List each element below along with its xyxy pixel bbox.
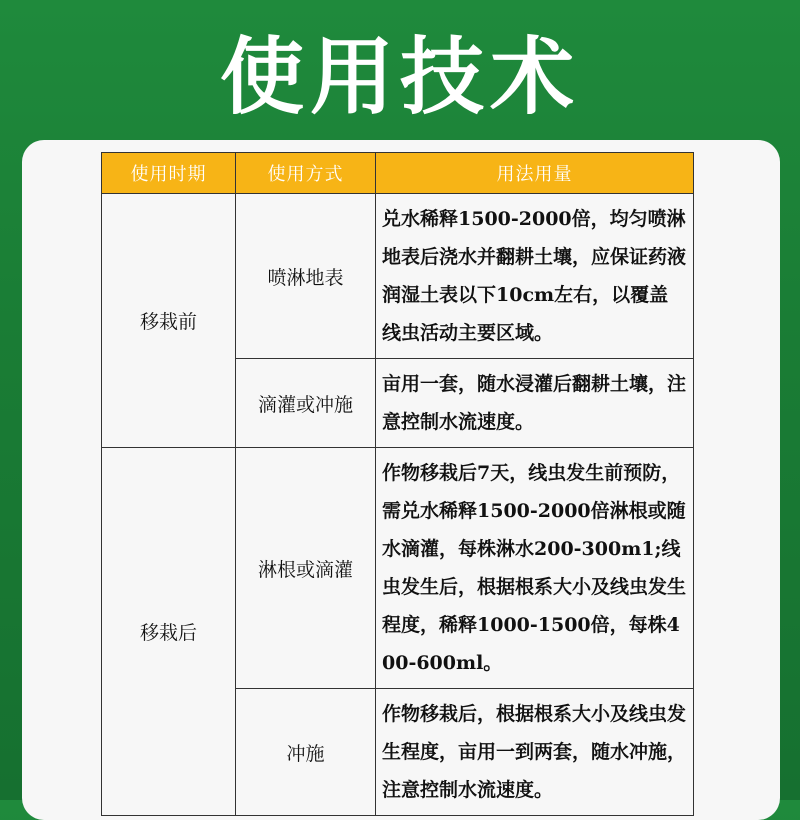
method-cell: 淋根或滴灌 [236, 448, 376, 689]
table-header-row [102, 153, 694, 194]
header-dose: 用法用量 [376, 153, 694, 194]
dose-cell: 兑水稀释1500-2000倍，均匀喷淋地表后浇水并翻耕土壤，应保证药液润湿土表以下10cm左右，以覆盖线虫活动主要区域。 [376, 194, 694, 359]
page-title: 使用技术 [219, 28, 580, 126]
period-cell-before-transplant: 移栽前 [102, 194, 236, 448]
method-cell: 滴灌或冲施 [236, 359, 376, 448]
method-cell: 冲施 [236, 689, 376, 816]
header-period: 使用时期 [102, 153, 236, 194]
dose-cell: 作物移栽后，根据根系大小及线虫发生程度，亩用一到两套，随水冲施，注意控制水流速度。 [376, 689, 694, 816]
dose-cell: 作物移栽后7天，线虫发生前预防，需兑水稀释1500-2000倍淋根或随水滴灌，每株淋水200-300m1;线虫发生后，根据根系大小及线虫发生程度，稀释1000-1500倍，每株400-600ml。 [376, 448, 694, 689]
dose-cell: 亩用一套，随水浸灌后翻耕土壤，注意控制水流速度。 [376, 359, 694, 448]
header-method: 使用方式 [236, 153, 376, 194]
usage-table [101, 152, 694, 816]
table-row [102, 194, 694, 359]
period-cell-after-transplant: 移栽后 [102, 448, 236, 816]
method-cell: 喷淋地表 [236, 194, 376, 359]
table-row [102, 448, 694, 689]
